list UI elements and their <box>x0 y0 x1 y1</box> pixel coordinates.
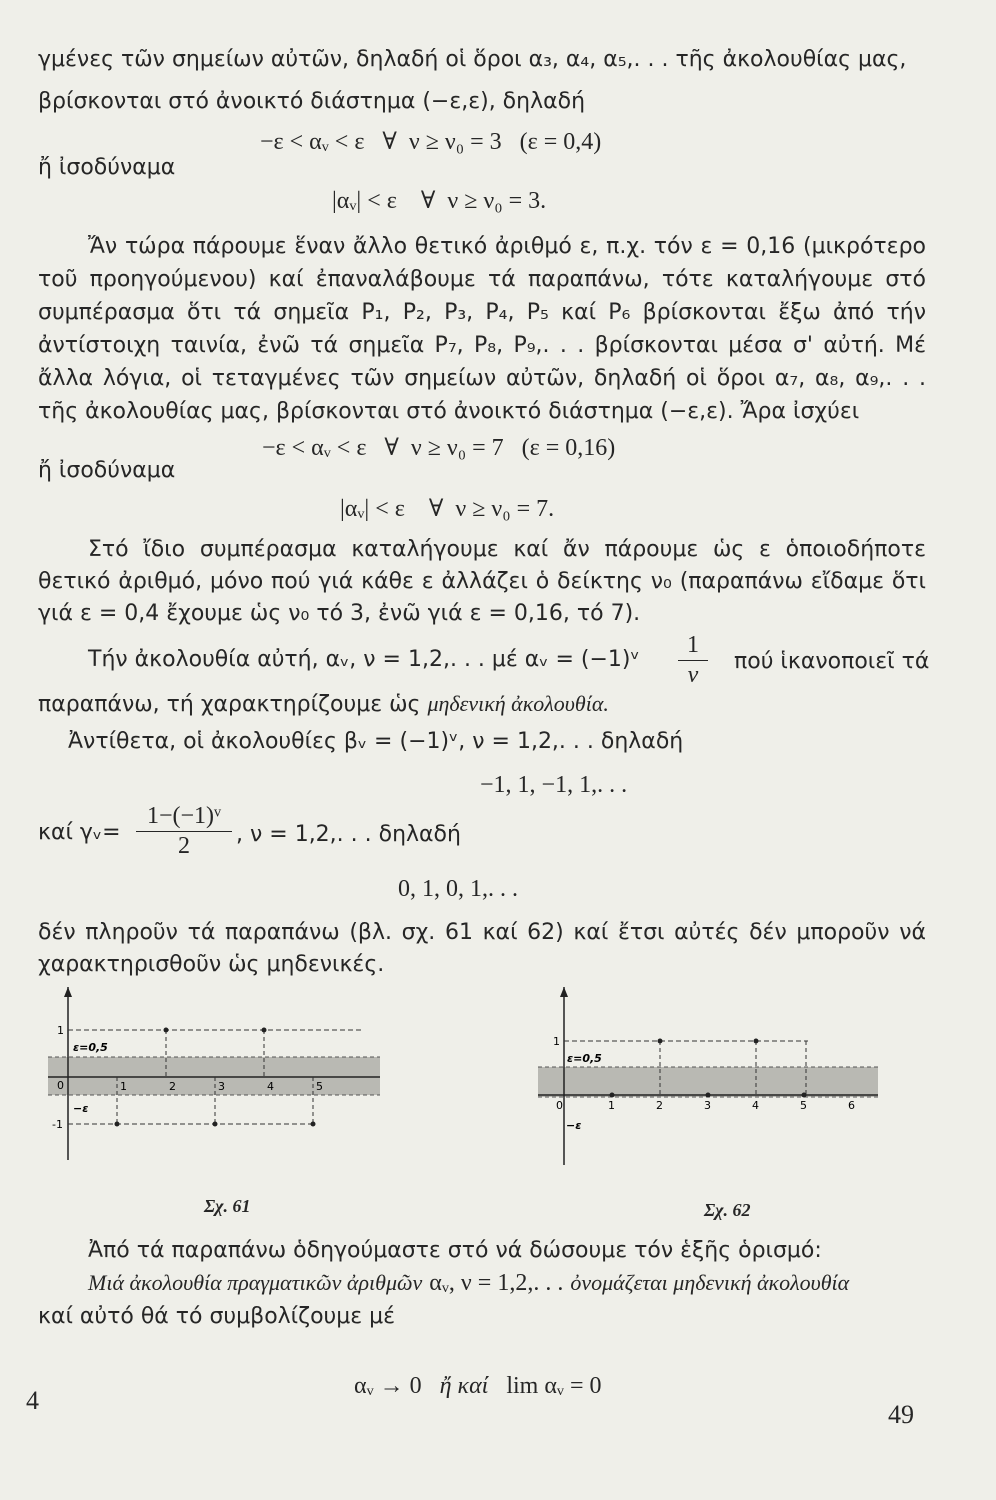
point-p3 <box>706 1093 711 1098</box>
limit-notation <box>330 1341 602 1431</box>
point-p1 <box>610 1093 615 1098</box>
x-tick-4: 4 <box>267 1080 274 1093</box>
figure-61 <box>40 985 392 1170</box>
contrary-sequences-line: Ἀντίθετα, οἱ ἀκολουθίες βᵥ = (−1)ᵛ, ν = 1,2,. . . δηλαδή <box>68 729 684 754</box>
caption-fig-62: Σχ. 62 <box>704 1200 751 1220</box>
epsilon-label: ε=0,5 <box>567 1052 602 1065</box>
definition-text-a: Μιά ἀκολουθία πραγματικῶν ἀριθμῶν <box>88 1270 423 1295</box>
point-p5 <box>311 1122 316 1127</box>
y-tick-neg1: -1 <box>52 1118 63 1131</box>
text-line-2: βρίσκονται στό ἀνοικτό διάστημα (−ε,ε), δηλαδή <box>38 89 586 114</box>
x-tick-5: 5 <box>316 1080 323 1093</box>
x-tick-5: 5 <box>800 1099 807 1112</box>
point-p2 <box>164 1028 169 1033</box>
paragraph-not-null: δέν πληροῦν τά παραπάνω (βλ. σχ. 61 καί 62) καί ἔτσι αὐτές δέν μποροῦν νά χαρακτηρισθοῦν ὡς μηδενικές. <box>38 920 926 977</box>
definition-text-d: καί αὐτό θά τό συμβολίζουμε μέ <box>38 1304 396 1329</box>
y-axis-arrow <box>560 987 568 997</box>
page-number: 49 <box>888 1400 914 1429</box>
epsilon-band <box>48 1057 380 1095</box>
definition-line-1 <box>88 1268 928 1299</box>
point-p4 <box>262 1028 267 1033</box>
x-tick-1: 1 <box>608 1099 615 1112</box>
neg-epsilon-label: −ε <box>566 1119 582 1132</box>
paragraph-same-conclusion: Στό ἴδιο συμπέρασμα καταλήγουμε καί ἄν πάρουμε ὡς ε ὁποιοδήποτε θετικό ἀριθμό, μόνο πού γιά κάθε ε ἀλλάζει ὁ δείκτης ν₀ (παραπάνω εἴδαμε ὅτι γιά ε = 0,4 ἔχουμε ὡς ν₀ τό 3, ἐνῶ γιά ε = 0,16, τό 7). <box>38 537 926 626</box>
sequence-definition-line: Τήν ἀκολουθία αὐτή, αᵥ, ν = 1,2,. . . μέ αᵥ = (−1)ᵛ <box>88 647 640 672</box>
definition-line-2 <box>38 1302 395 1332</box>
point-p2 <box>658 1039 663 1044</box>
definition-text-c: ὀνομάζεται μηδενική ἀκολουθία <box>570 1270 850 1295</box>
point-p5 <box>802 1093 807 1098</box>
point-p1 <box>115 1122 120 1127</box>
math-beta-terms: −1, 1, −1, 1,. . . <box>480 772 628 798</box>
limit-form: lim αᵥ = 0 <box>506 1373 602 1399</box>
gamma-fraction: $\frac{\text{1−(−1)ᵛ}}{2}$ <box>136 801 232 860</box>
equivalently-label-2: ἤ ἰσοδύναμα <box>38 458 176 483</box>
definition-math: αᵥ, ν = 1,2,. . . <box>429 1270 564 1296</box>
x-tick-3: 3 <box>218 1080 225 1093</box>
paragraph-definition-intro: Ἀπό τά παραπάνω ὁδηγούμαστε στό νά δώσουμε τόν ἑξῆς ὁρισμό: <box>88 1238 822 1263</box>
gamma-label: καί γᵥ= <box>38 820 121 845</box>
math-inequality-2: −ε < αᵥ < ε ∀ ν ≥ ν₀ = 7 (ε = 0,16) <box>262 435 616 461</box>
equivalently-label-1: ἤ ἰσοδύναμα <box>38 155 176 180</box>
x-tick-3: 3 <box>704 1099 711 1112</box>
null-sequence-sentence: παραπάνω, τή χαρακτηρίζουμε ὡς μηδενική ἀκολουθία. <box>38 691 609 717</box>
caption-fig-61: Σχ. 61 <box>204 1196 251 1216</box>
neg-epsilon-label: −ε <box>73 1102 89 1115</box>
or-label: ἤ καί <box>439 1373 489 1399</box>
y-tick-0: 0 <box>57 1079 64 1092</box>
point-p3 <box>213 1122 218 1127</box>
math-inequality-1: −ε < αᵥ < ε ∀ ν ≥ ν₀ = 3 (ε = 0,4) <box>260 129 602 155</box>
x-tick-6: 6 <box>848 1099 855 1112</box>
limit-arrow-form: αᵥ → 0 <box>354 1373 422 1399</box>
epsilon-label: ε=0,5 <box>73 1041 108 1054</box>
y-axis-arrow <box>64 987 72 997</box>
y-tick-0: 0 <box>556 1099 563 1112</box>
gamma-index-line: , ν = 1,2,. . . δηλαδή <box>236 822 461 847</box>
x-tick-2: 2 <box>169 1080 176 1093</box>
math-gamma-terms: 0, 1, 0, 1,. . . <box>398 876 518 902</box>
x-tick-2: 2 <box>656 1099 663 1112</box>
page-number-left: 4 <box>26 1386 39 1415</box>
math-abs-inequality-1: |αᵥ| < ε ∀ ν ≥ ν₀ = 3. <box>332 188 547 214</box>
sequence-definition-line-end: πού ἱκανοποιεῖ τά <box>734 649 930 674</box>
x-tick-4: 4 <box>752 1099 759 1112</box>
fraction-one-over-nu: $\frac{1}{\nu}$ <box>678 630 708 689</box>
y-tick-1: 1 <box>57 1024 64 1037</box>
y-tick-1: 1 <box>553 1035 560 1048</box>
null-sequence-term: μηδενική ἀκολουθία. <box>427 691 609 716</box>
math-abs-inequality-2: |αᵥ| < ε ∀ ν ≥ ν₀ = 7. <box>340 496 555 522</box>
text-line-1: γμένες τῶν σημείων αὐτῶν, δηλαδή οἱ ὅροι α₃, α₄, α₅,. . . τῆς ἀκολουθίας μας, <box>38 47 907 72</box>
figure-62 <box>536 985 888 1170</box>
x-tick-1: 1 <box>120 1080 127 1093</box>
point-p4 <box>754 1039 759 1044</box>
paragraph-epsilon-016: Ἄν τώρα πάρουμε ἕναν ἄλλο θετικό ἀριθμό ε, π.χ. τόν ε = 0,16 (μικρότερο τοῦ προηγούμενου) καί ἐπαναλάβουμε τά παραπάνω, τότε καταλήγουμε στό συμπέρασμα ὅτι τά σημεῖα P₁, P₂, P₃, P₄, P₅ καί P₆ βρίσκονται ἔξω ἀπό τήν ἀντίστοιχη ταινία, ἐνῶ τά σημεῖα P₇, P₈, P₉,. . . βρίσκονται μέσα σ' αὐτή. Μέ ἄλλα λόγια, οἱ τεταγμένες τῶν σημείων αὐτῶν, δηλαδή οἱ ὅροι α₇, α₈, α₉,. . . τῆς ἀκολουθίας μας, βρίσκονται στό ἀνοικτό διάστημα (−ε,ε). Ἄρα ἰσχύει <box>38 234 926 424</box>
